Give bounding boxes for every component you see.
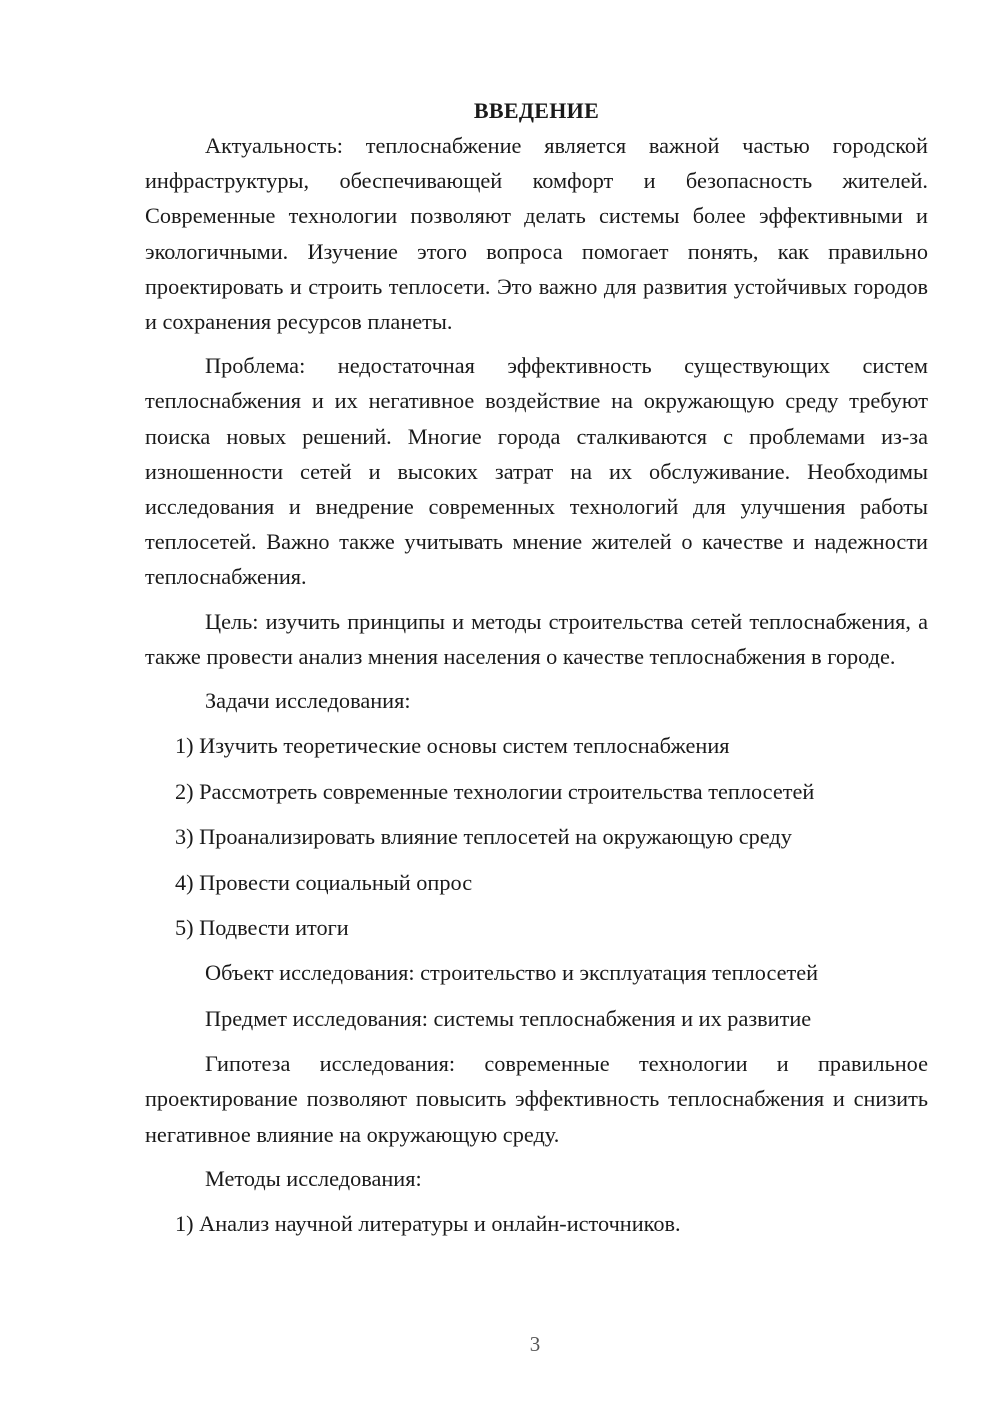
subject-paragraph: Предмет исследования: системы теплоснабжения и их развитие [205,1005,812,1031]
task-item-2: 2) Рассмотреть современные технологии строительства теплосетей [175,778,815,804]
object-paragraph: Объект исследования: строительство и эксплуатация теплосетей [205,960,819,986]
problem-paragraph: Проблема: недостаточная эффективность существующих систем теплоснабжения и их негативное воздействие на окружающую среду требуют поиска новых решений. Многие города сталкиваются с проблемами из-за изношенности сетей и высоких затрат на их обслуживание. Необходимы исследования и внедрение современных технологий для улучшения работы теплосетей. Важно также учитывать мнение жителей о качестве и надежности теплоснабжения. [145,353,928,590]
tasks-heading: Задачи исследования: [205,688,411,714]
document-title: ВВЕДЕНИЕ [473,98,600,123]
document-page [145,96,928,1252]
page-number: 3 [529,1332,541,1356]
task-item-5: 5) Подвести итоги [175,915,349,940]
method-item-1: 1) Анализ научной литературы и онлайн-источников. [175,1211,681,1237]
hypothesis-paragraph: Гипотеза исследования: современные технологии и правильное проектирование позволяют повысить эффективность теплоснабжения и снизить негативное влияние на окружающую среду. [145,1051,928,1147]
task-item-4: 4) Провести социальный опрос [175,869,473,895]
methods-heading: Методы исследования: [205,1165,422,1191]
relevance-paragraph: Актуальность: теплоснабжение является важной частью городской инфраструктуры, обеспечивающей комфорт и безопасность жителей. Современные технологии позволяют делать системы более эффективными и экологичными. Изучение этого вопроса помогает понять, как правильно проектировать и строить теплосети. Это важно для развития устойчивых городов и сохранения ресурсов планеты. [145,133,928,335]
goal-paragraph: Цель: изучить принципы и методы строительства сетей теплоснабжения, а также провести анализ мнения населения о качестве теплоснабжения в городе. [145,608,928,669]
task-item-1: 1) Изучить теоретические основы систем теплоснабжения [175,733,730,759]
task-item-3: 3) Проанализировать влияние теплосетей на окружающую среду [175,824,792,850]
